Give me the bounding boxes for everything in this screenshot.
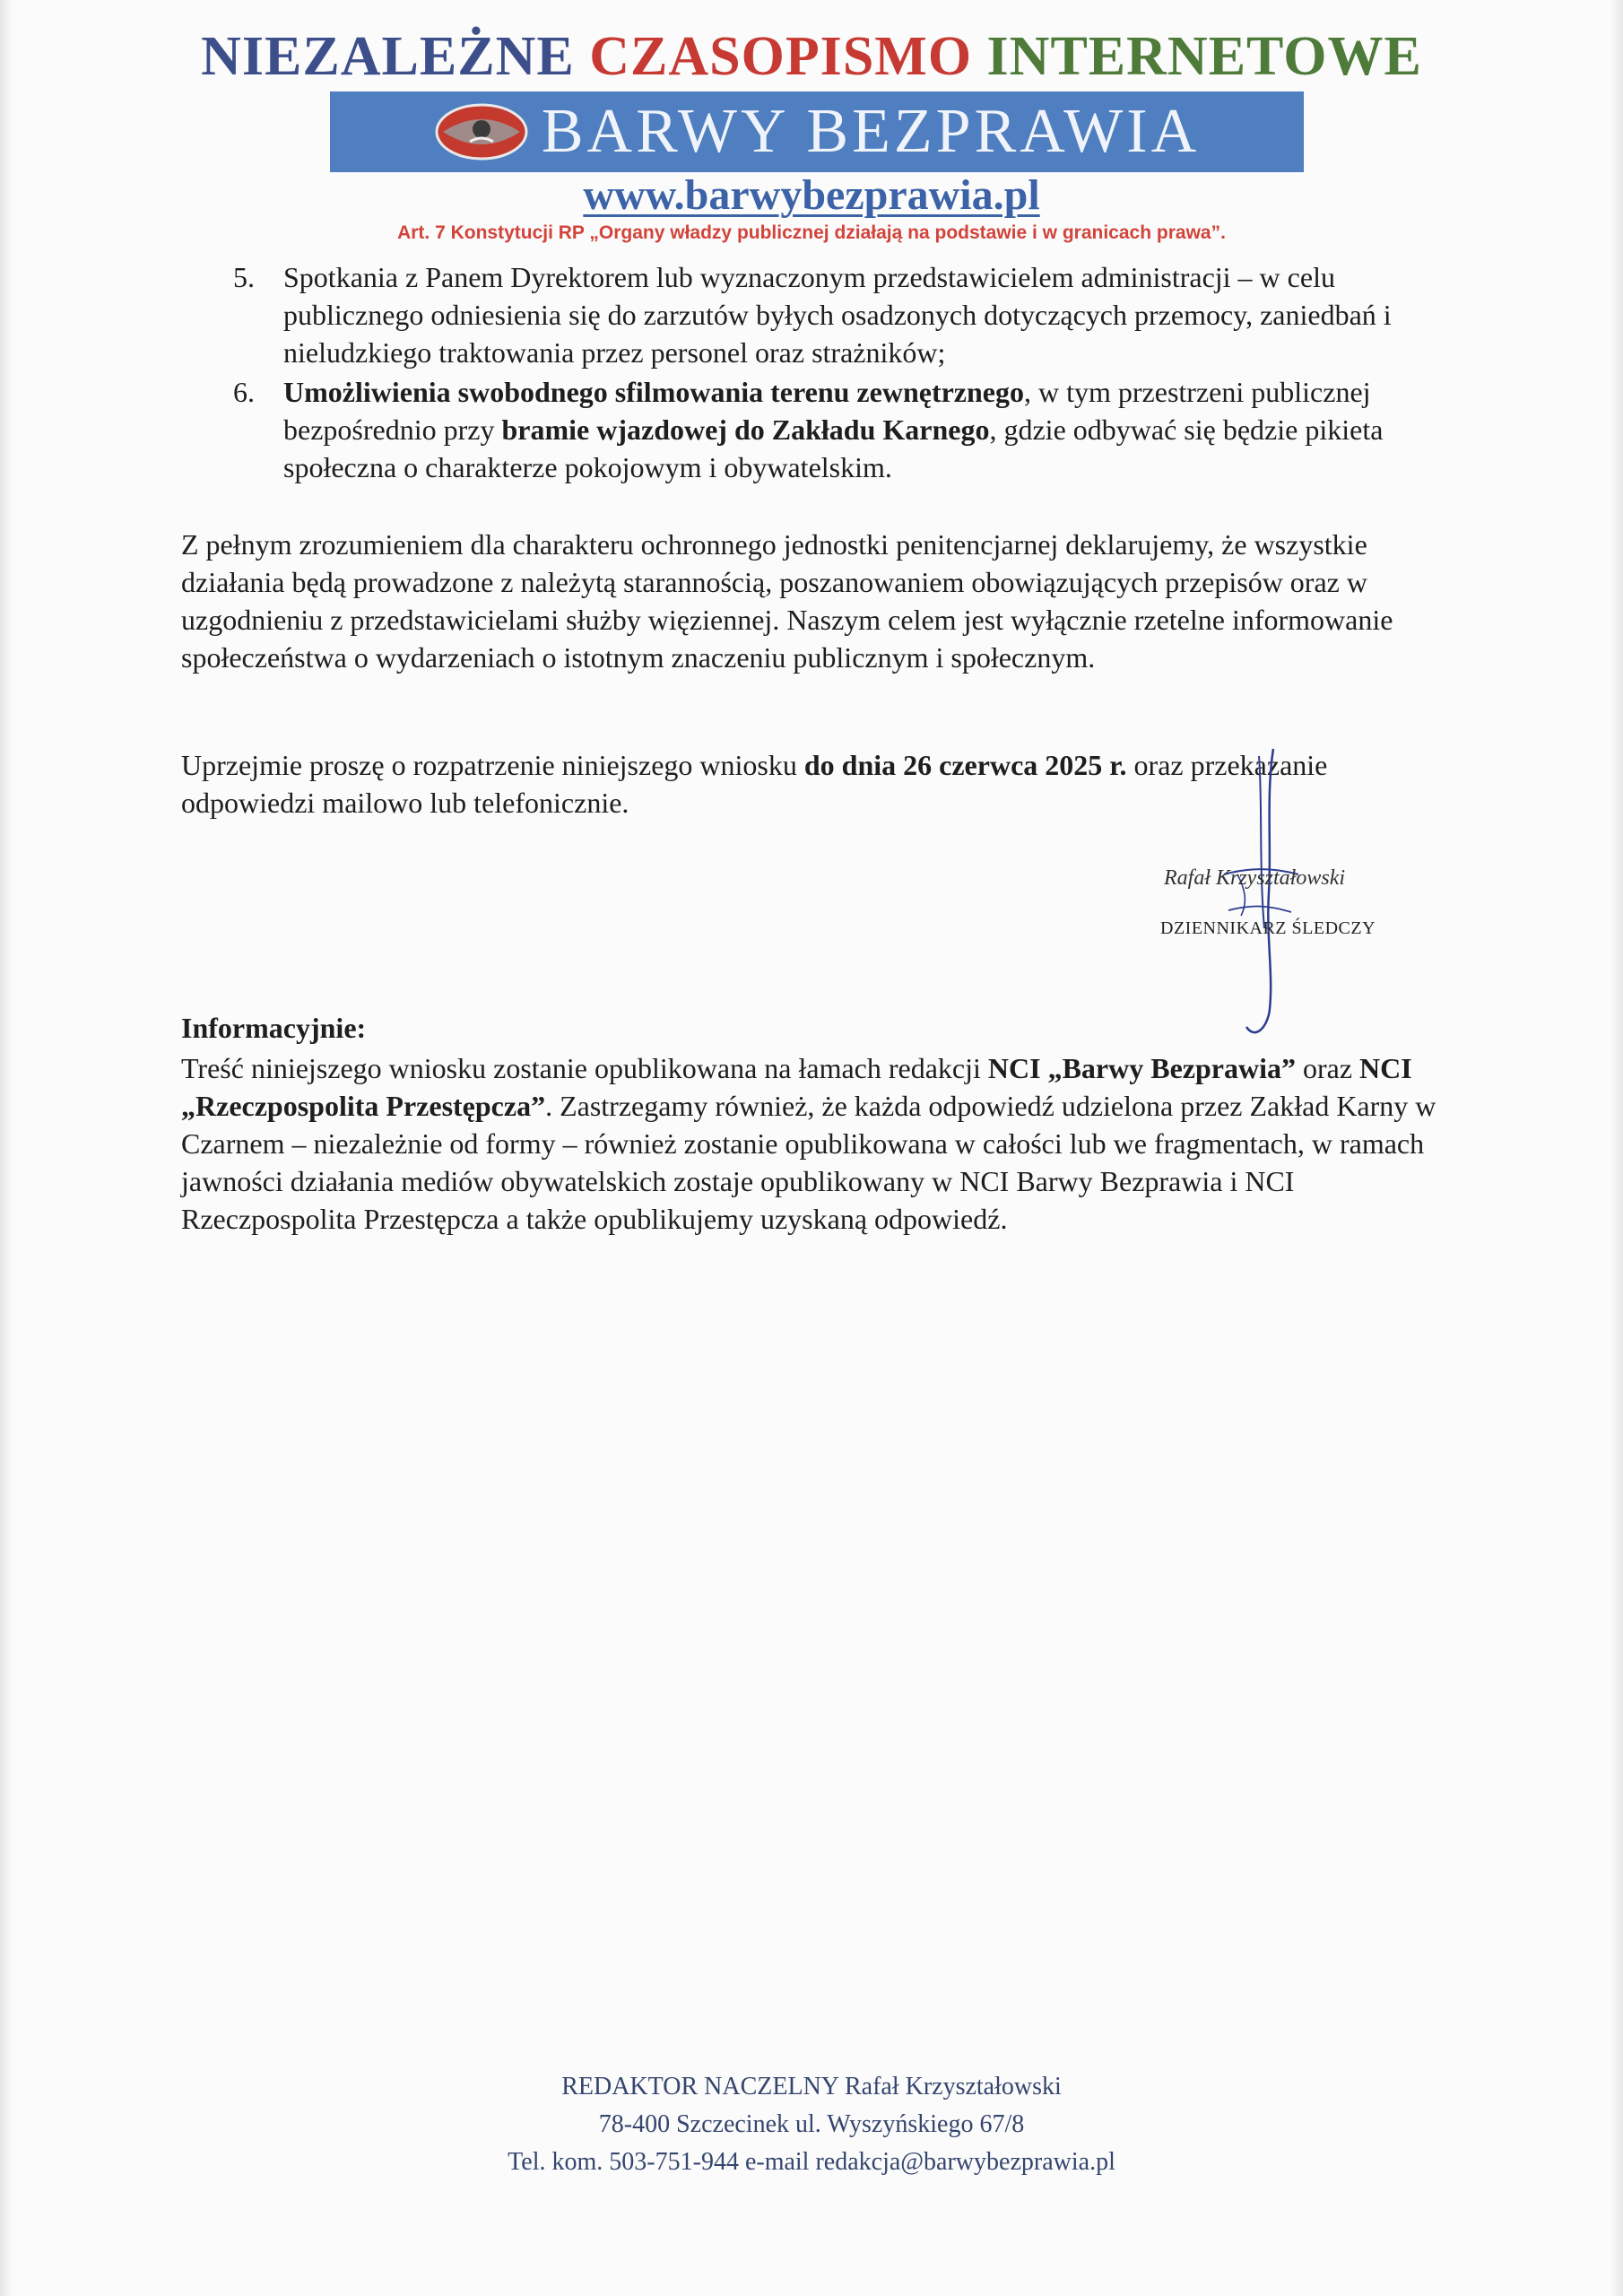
list-item-bold-1: Umożliwienia swobodnego sfilmowania terenu zewnętrznego — [283, 376, 1024, 408]
footer — [0, 2068, 1623, 2181]
info-text-1: Treść niniejszego wniosku zostanie opublikowana na łamach redakcji — [181, 1052, 988, 1084]
deadline-text-2: oraz przekazanie odpowiedzi mailowo lub telefonicznie. — [181, 749, 1328, 819]
deadline-text-1: Uprzejmie proszę o rozpatrzenie niniejszego wniosku — [181, 749, 804, 781]
deadline-date: do dnia 26 czerwca 2025 r. — [803, 749, 1127, 781]
list-item-text-1: , w tym przestrzeni publicznej bezpośrednio przy — [283, 376, 1371, 446]
masthead-title — [0, 25, 1623, 89]
banner-title: BARWY BEZPRAWIA — [541, 97, 1201, 166]
handwritten-signature-icon — [1219, 740, 1300, 1045]
declaration-paragraph: Z pełnym zrozumieniem dla charakteru ochronnego jednostki penitencjarnej deklarujemy, że wszystkie działania będą prowadzone z należytą starannością, poszanowaniem obowiązujących przepisów oraz w uzgodnieniu z przedstawicielami służby więziennej. Naszym celem jest wyłącznie rzetelne informowanie społeczeństwa o wydarzeniach o istotnym znaczeniu publicznym i społecznym. — [181, 528, 1393, 674]
list-item-bold-2: bramie wjazdowej do Zakładu Karnego — [501, 413, 990, 446]
page-shadow-right — [1610, 0, 1623, 2296]
footer-address: 78-400 Szczecinek ul. Wyszyńskiego 67/8 — [598, 2110, 1025, 2138]
list-item — [233, 373, 1426, 486]
list-item-number: 5. — [233, 261, 255, 293]
footer-contact: Tel. kom. 503-751-944 e-mail redakcja@barwybezprawia.pl — [508, 2148, 1115, 2176]
footer-editor: REDAKTOR NACZELNY Rafał Krzyształowski — [561, 2073, 1062, 2100]
globe-logo-icon — [434, 102, 529, 161]
masthead-word-3: INTERNETOWE — [986, 26, 1422, 87]
signature-name: Rafał Krzyształowski — [1164, 866, 1346, 890]
info-bold-1: NCI „Barwy Bezprawia” — [987, 1052, 1296, 1084]
site-url-link[interactable]: www.barwybezprawia.pl — [583, 171, 1040, 219]
info-text-3: . Zastrzegamy również, że każda odpowiedź udzielona przez Zakład Karny w Czarnem – niezależnie od formy – również zostanie opublikowana w całości lub we fragmentach, w ramach jawności działania mediów obywatelskich zostaje opublikowany w NCI Barwy Bezprawia i NCI Rzeczpospolita Przestępcza a także opublikujemy uzyskaną odpowiedź. — [181, 1090, 1436, 1235]
info-paragraph — [181, 1049, 1436, 1238]
list-item-number: 6. — [233, 376, 255, 408]
constitution-quote: Art. 7 Konstytucji RP „Organy władzy publicznej działają na podstawie i w granicach prawa”. — [397, 222, 1226, 243]
info-text-2: oraz — [1295, 1052, 1360, 1084]
masthead-word-2: CZASOPISMO — [589, 26, 973, 87]
info-bold-2: NCI „Rzeczpospolita Przestępcza” — [181, 1052, 1412, 1122]
list-item-text: Spotkania z Panem Dyrektorem lub wyznaczonym przedstawicielem administracji – w celu publicznego odniesienia się do zarzutów byłych osadzonych dotyczących przemocy, zaniedbań i nieludzkiego traktowania przez personel oraz strażników; — [283, 261, 1392, 369]
masthead-word-1: NIEZALEŻNE — [201, 26, 575, 87]
list-item-text-2: , gdzie odbywać się będzie pikieta społeczna o charakterze pokojowym i obywatelskim. — [283, 413, 1384, 483]
request-list — [233, 258, 1426, 486]
info-heading: Informacyjnie: — [181, 1012, 367, 1044]
signature-title: DZIENNIKARZ ŚLEDCZY — [1160, 918, 1376, 938]
list-item — [233, 258, 1426, 371]
page-shadow-left — [0, 0, 13, 2296]
masthead-banner — [330, 91, 1304, 172]
